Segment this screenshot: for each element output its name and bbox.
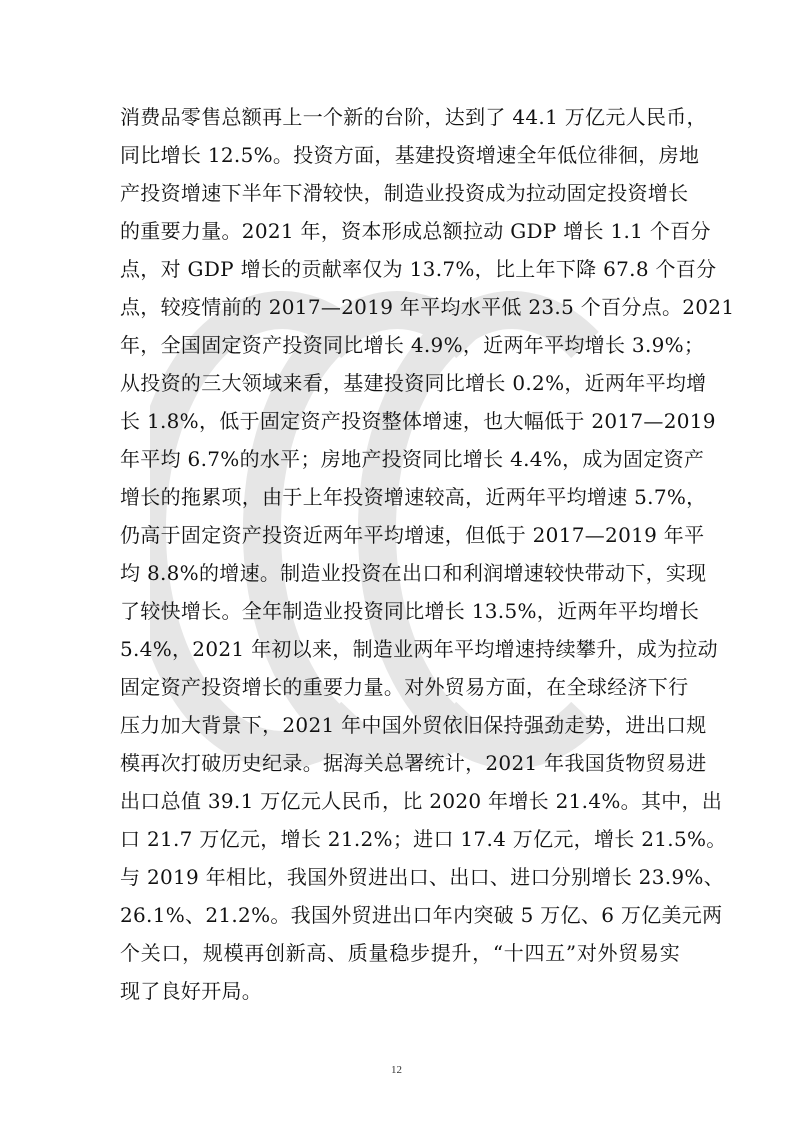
paragraph-line: 均 8.8%的增速。制造业投资在出口和利润增速较快带动下，实现 bbox=[120, 561, 707, 585]
paragraph-line: 与 2019 年相比，我国外贸进出口、出口、进口分别增长 23.9%、 bbox=[120, 865, 725, 889]
paragraph-line: 产投资增速下半年下滑较快，制造业投资成为拉动固定投资增长 bbox=[120, 181, 689, 205]
paragraph-line: 了较快增长。全年制造业投资同比增长 13.5%，近两年平均增长 bbox=[120, 599, 700, 623]
paragraph-line: 增长的拖累项，由于上年投资增速较高，近两年平均增速 5.7%， bbox=[120, 485, 707, 509]
paragraph-line: 出口总值 39.1 万亿元人民币，比 2020 年增长 21.4%。其中，出 bbox=[120, 789, 723, 813]
paragraph-line: 26.1%、21.2%。我国外贸进出口年内突破 5 万亿、6 万亿美元两 bbox=[120, 903, 723, 927]
paragraph-line: 年，全国固定资产投资同比增长 4.9%，近两年平均增长 3.9%； bbox=[120, 333, 705, 357]
paragraph-line: 点，较疫情前的 2017—2019 年平均水平低 23.5 个百分点。2021 bbox=[120, 295, 735, 319]
paragraph-line: 从投资的三大领域来看，基建投资同比增长 0.2%，近两年平均增 bbox=[120, 371, 707, 395]
paragraph-line: 的重要力量。2021 年，资本形成总额拉动 GDP 增长 1.1 个百分 bbox=[120, 219, 711, 243]
paragraph-line: 固定资产投资增长的重要力量。对外贸易方面，在全球经济下行 bbox=[120, 675, 689, 699]
page-number: 12 bbox=[391, 1064, 402, 1076]
paragraph-line: 年平均 6.7%的水平；房地产投资同比增长 4.4%，成为固定资产 bbox=[120, 447, 705, 471]
paragraph-line: 同比增长 12.5%。投资方面，基建投资增速全年低位徘徊，房地 bbox=[120, 143, 700, 167]
paragraph-line: 长 1.8%，低于固定资产投资整体增速，也大幅低于 2017—2019 bbox=[120, 409, 716, 433]
paragraph-line: 消费品零售总额再上一个新的台阶，达到了 44.1 万亿元人民币， bbox=[120, 105, 707, 129]
paragraph-line: 5.4%，2021 年初以来，制造业两年平均增速持续攀升，成为拉动 bbox=[120, 637, 718, 661]
paragraph-line: 点，对 GDP 增长的贡献率仅为 13.7%，比上年下降 67.8 个百分 bbox=[120, 257, 717, 281]
paragraph-line: 仍高于固定资产投资近两年平均增速，但低于 2017—2019 年平 bbox=[120, 523, 705, 547]
paragraph-line: 模再次打破历史纪录。据海关总署统计，2021 年我国货物贸易进 bbox=[120, 751, 707, 775]
paragraph-line: 个关口，规模再创新高、质量稳步提升，“十四五”对外贸易实 bbox=[120, 941, 680, 965]
paragraph-line: 口 21.7 万亿元，增长 21.2%；进口 17.4 万亿元，增长 21.5%。 bbox=[120, 827, 727, 851]
paragraph-line: 现了良好开局。 bbox=[120, 979, 263, 1003]
paragraph-line: 压力加大背景下，2021 年中国外贸依旧保持强劲走势，进出口规 bbox=[120, 713, 707, 737]
